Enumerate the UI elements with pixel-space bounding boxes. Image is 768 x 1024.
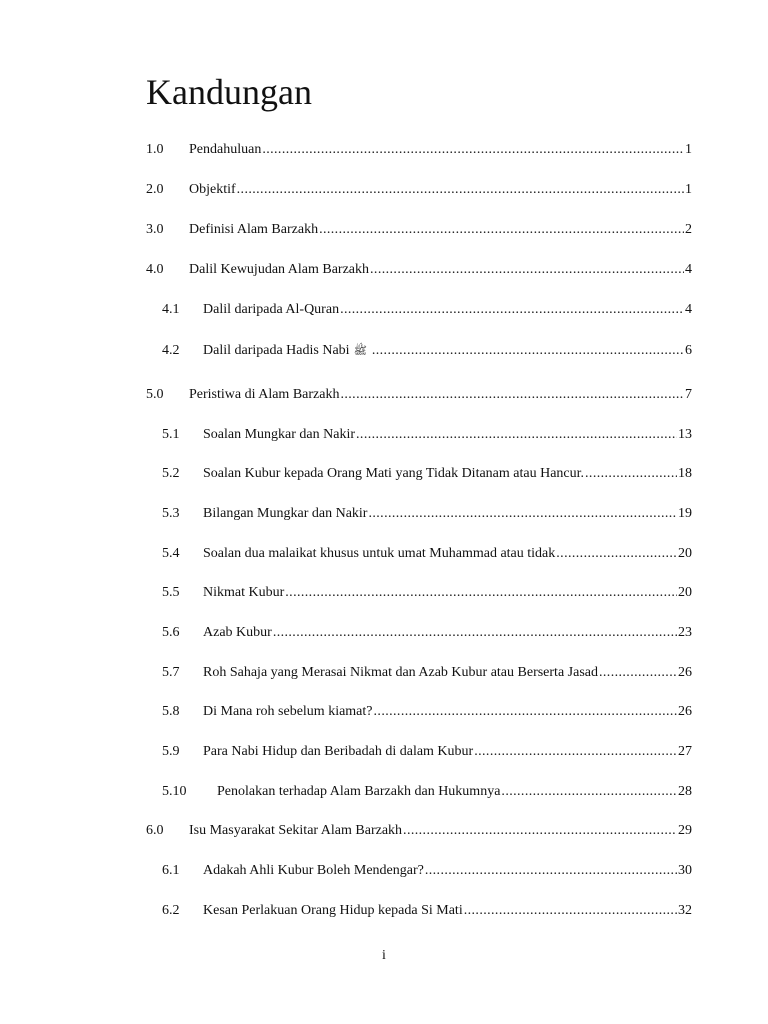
salawat-glyph: ﷺ [353, 345, 367, 357]
toc-entry-number: 4.0 [146, 262, 164, 277]
dot-leader [285, 582, 677, 604]
dot-leader [599, 662, 677, 684]
toc-entry-number: 4.2 [162, 343, 180, 358]
toc-entry[interactable] [0, 340, 768, 362]
page-number: i [382, 948, 386, 963]
toc-entry-page[interactable]: 4 [685, 262, 692, 277]
toc-entry[interactable] [0, 820, 768, 842]
toc-entry-title[interactable]: Objektif [189, 182, 236, 197]
toc-entry-page[interactable]: 13 [678, 427, 692, 442]
dot-leader [262, 139, 684, 161]
dot-leader [464, 900, 677, 922]
toc-entry-number: 2.0 [146, 182, 164, 197]
toc-entry-title[interactable]: Roh Sahaja yang Merasai Nikmat dan Azab Kubur atau Berserta Jasad [203, 665, 598, 680]
toc-entry-page[interactable]: 1 [685, 142, 692, 157]
toc-entry[interactable] [0, 900, 768, 922]
toc-entry[interactable] [0, 179, 768, 201]
toc-entry[interactable] [0, 463, 768, 485]
toc-entry-page[interactable]: 6 [685, 343, 692, 358]
toc-entry-title[interactable]: Nikmat Kubur [203, 585, 285, 600]
toc-entry-title[interactable]: Dalil Kewujudan Alam Barzakh [189, 262, 370, 277]
toc-entry[interactable] [0, 503, 768, 525]
toc-entry-page[interactable]: 4 [685, 302, 692, 317]
dot-leader [340, 384, 684, 406]
toc-entry-number: 5.9 [162, 744, 180, 759]
toc-entry-number: 5.1 [162, 427, 180, 442]
toc-entry[interactable] [0, 259, 768, 281]
toc-entry-title[interactable]: Bilangan Mungkar dan Nakir [203, 506, 368, 521]
toc-entry-page[interactable]: 32 [678, 903, 692, 918]
toc-entry-number: 3.0 [146, 222, 164, 237]
toc-entry-title[interactable]: Penolakan terhadap Alam Barzakh dan Hukumnya [217, 784, 501, 799]
dot-leader [556, 543, 677, 565]
toc-entry[interactable] [0, 662, 768, 684]
toc-entry-number: 6.0 [146, 823, 164, 838]
dot-leader [340, 299, 684, 321]
toc-entry-number: 5.8 [162, 704, 180, 719]
toc-entry-number: 5.2 [162, 466, 180, 481]
toc-entry[interactable] [0, 139, 768, 161]
toc-entry-number: 5.10 [162, 784, 187, 799]
toc-entry-number: 5.5 [162, 585, 180, 600]
toc-entry-title[interactable]: Soalan Mungkar dan Nakir [203, 427, 356, 442]
toc-entry-title[interactable]: Isu Masyarakat Sekitar Alam Barzakh [189, 823, 403, 838]
toc-entry-page[interactable]: 26 [678, 665, 692, 680]
toc-entry-number: 6.1 [162, 863, 180, 878]
toc-entry-number: 4.1 [162, 302, 180, 317]
toc-entry[interactable] [0, 741, 768, 763]
toc-entry-number: 1.0 [146, 142, 164, 157]
toc-entry-number: 6.2 [162, 903, 180, 918]
toc-entry-page[interactable]: 29 [678, 823, 692, 838]
toc-entry-page[interactable]: 19 [678, 506, 692, 521]
toc-entry-number: 5.3 [162, 506, 180, 521]
dot-leader [425, 860, 677, 882]
dot-leader [501, 781, 677, 803]
toc-entry-page[interactable]: 20 [678, 546, 692, 561]
toc-entry-page[interactable]: 26 [678, 704, 692, 719]
toc-entry[interactable] [0, 384, 768, 406]
dot-leader [237, 179, 684, 201]
toc-entry[interactable] [0, 299, 768, 321]
toc-entry[interactable] [0, 543, 768, 565]
dot-leader [372, 340, 684, 362]
toc-entry[interactable] [0, 701, 768, 723]
toc-entry-number: 5.6 [162, 625, 180, 640]
dot-leader [319, 219, 684, 241]
toc-entry-page[interactable]: 2 [685, 222, 692, 237]
toc-entry-page[interactable]: 20 [678, 585, 692, 600]
toc-entry-number: 5.4 [162, 546, 180, 561]
toc-entry-title[interactable]: Azab Kubur [203, 625, 272, 640]
toc-entry-title[interactable]: Dalil daripada Hadis Nabi [203, 343, 350, 358]
toc-entry[interactable] [0, 582, 768, 604]
dot-leader [374, 701, 677, 723]
toc-entry-page[interactable]: 18 [678, 466, 692, 481]
toc-entry-title[interactable]: Soalan dua malaikat khusus untuk umat Muhammad atau tidak [203, 546, 556, 561]
toc-entry-page[interactable]: 23 [678, 625, 692, 640]
toc-entry-title[interactable]: Pendahuluan [189, 142, 262, 157]
toc-entry-title[interactable]: Kesan Perlakuan Orang Hidup kepada Si Mati [203, 903, 463, 918]
dot-leader [474, 741, 677, 763]
toc-entry-number: 5.7 [162, 665, 180, 680]
toc-entry[interactable] [0, 860, 768, 882]
toc-entry[interactable] [0, 622, 768, 644]
toc-entry-title[interactable]: Definisi Alam Barzakh [189, 222, 319, 237]
toc-entry[interactable] [0, 424, 768, 446]
toc-entry-number: 5.0 [146, 387, 164, 402]
toc-entry-page[interactable]: 1 [685, 182, 692, 197]
toc-entry-page[interactable]: 28 [678, 784, 692, 799]
toc-entry-title[interactable]: Adakah Ahli Kubur Boleh Mendengar? [203, 863, 424, 878]
toc-entry-page[interactable]: 7 [685, 387, 692, 402]
toc-entry-title[interactable]: Di Mana roh sebelum kiamat? [203, 704, 373, 719]
toc-entry-title[interactable]: Para Nabi Hidup dan Beribadah di dalam Kubur [203, 744, 474, 759]
toc-entry[interactable] [0, 781, 768, 803]
toc-entry-title[interactable]: Dalil daripada Al-Quran [203, 302, 340, 317]
dot-leader [585, 463, 677, 485]
dot-leader [273, 622, 677, 644]
dot-leader [368, 503, 677, 525]
dot-leader [356, 424, 677, 446]
toc-entry-page[interactable]: 30 [678, 863, 692, 878]
toc-entry-title[interactable]: Soalan Kubur kepada Orang Mati yang Tidak Ditanam atau Hancur. [203, 466, 585, 481]
toc-entry[interactable] [0, 219, 768, 241]
toc-entry-title[interactable]: Peristiwa di Alam Barzakh [189, 387, 340, 402]
toc-entry-page[interactable]: 27 [678, 744, 692, 759]
page-title: Kandungan [146, 72, 312, 112]
dot-leader [370, 259, 684, 281]
dot-leader [403, 820, 677, 842]
